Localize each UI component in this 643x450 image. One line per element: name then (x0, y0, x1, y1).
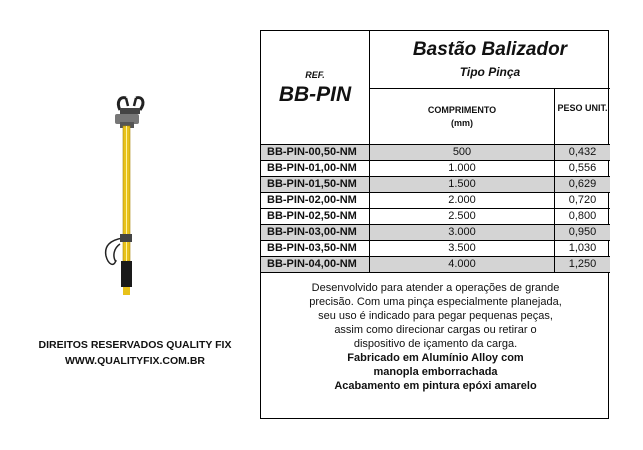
product-image (90, 88, 170, 298)
row-code: BB-PIN-03,50-NM (261, 241, 370, 256)
table-row (261, 193, 610, 209)
row-length: 3.500 (370, 241, 555, 256)
row-length: 1.500 (370, 177, 555, 192)
row-code: BB-PIN-04,00-NM (261, 257, 370, 272)
row-length: 3.000 (370, 225, 555, 240)
table-row (261, 241, 610, 257)
feature-line: manopla emborrachada (373, 366, 498, 378)
length-column-header (370, 89, 555, 145)
row-length: 4.000 (370, 257, 555, 272)
product-description (261, 281, 610, 393)
row-code: BB-PIN-03,00-NM (261, 225, 370, 240)
ref-header (261, 31, 370, 145)
product-subtitle: Tipo Pinça (459, 65, 521, 79)
copyright-line: DIREITOS RESERVADOS QUALITY FIX (38, 339, 232, 351)
row-code: BB-PIN-02,50-NM (261, 209, 370, 224)
spec-table (261, 145, 610, 273)
table-row (261, 257, 610, 273)
row-length: 1.000 (370, 161, 555, 176)
table-row (261, 161, 610, 177)
table-row (261, 177, 610, 193)
spec-sheet (260, 30, 609, 419)
description-line: seu uso é indicado para pegar pequenas peças, (318, 310, 553, 322)
row-weight: 0,950 (568, 226, 597, 238)
row-code: BB-PIN-02,00-NM (261, 193, 370, 208)
row-weight: 0,556 (568, 162, 597, 174)
weight-header-unit: UNIT. (585, 103, 608, 113)
feature-line: Fabricado em Alumínio Alloy com (347, 352, 524, 364)
row-weight: 1,250 (568, 258, 597, 270)
feature-line: Acabamento em pintura epóxi amarelo (334, 380, 537, 392)
length-header-unit: (mm) (451, 118, 473, 128)
table-row (261, 225, 610, 241)
row-weight: 0,800 (568, 210, 597, 222)
table-row (261, 209, 610, 225)
table-row (261, 145, 610, 161)
ref-code: BB-PIN (278, 83, 352, 106)
row-weight: 0,720 (568, 194, 597, 206)
row-length: 500 (370, 145, 555, 160)
description-line: dispositivo de içamento da carga. (353, 338, 518, 350)
row-length: 2.000 (370, 193, 555, 208)
description-line: precisão. Com uma pinça especialmente planejada, (309, 296, 562, 308)
description-line: Desenvolvido para atender a operações de grande (311, 282, 560, 294)
row-code: BB-PIN-01,00-NM (261, 161, 370, 176)
product-title: Bastão Balizador (412, 39, 568, 60)
title-header (370, 31, 610, 89)
row-weight: 1,030 (568, 242, 597, 254)
length-header-label: COMPRIMENTO (427, 105, 497, 115)
weight-header-label: PESO (557, 103, 583, 113)
weight-column-header (555, 89, 610, 145)
ref-label: REF. (305, 70, 325, 80)
copyright-credits (20, 337, 250, 369)
row-code: BB-PIN-00,50-NM (261, 145, 370, 160)
row-weight: 0,432 (568, 146, 597, 158)
row-weight: 0,629 (568, 178, 597, 190)
website-line: WWW.QUALITYFIX.COM.BR (65, 355, 205, 367)
tong-pole-icon (90, 88, 170, 298)
row-length: 2.500 (370, 209, 555, 224)
row-code: BB-PIN-01,50-NM (261, 177, 370, 192)
description-line: assim como direcionar cargas ou retirar o (334, 324, 537, 336)
